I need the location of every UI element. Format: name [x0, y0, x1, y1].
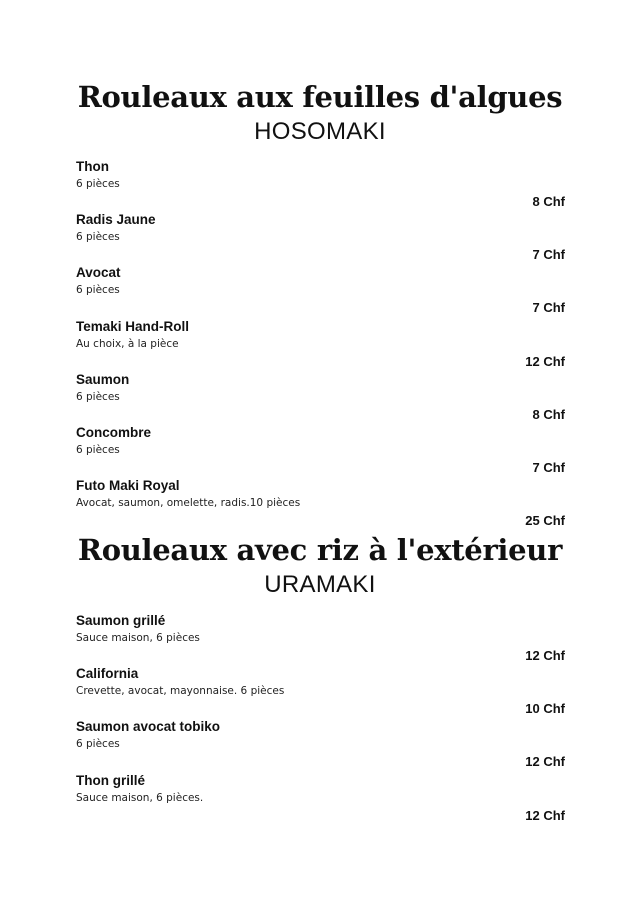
menu-list-hosomaki — [76, 158, 565, 530]
section-subtitle: URAMAKI — [264, 571, 376, 598]
item-price: 7 Chf — [532, 247, 565, 263]
item-price: 8 Chf — [532, 194, 565, 209]
menu-item — [76, 665, 565, 718]
item-description: 6 pièces — [76, 390, 120, 403]
menu-item — [76, 371, 565, 424]
item-price: 12 Chf — [525, 648, 565, 663]
item-description: Au choix, à la pièce — [76, 337, 179, 350]
section-subtitle: HOSOMAKI — [254, 118, 386, 145]
item-name: Concombre — [76, 424, 152, 440]
item-price: 8 Chf — [532, 406, 565, 422]
item-price: 25 Chf — [525, 513, 565, 529]
item-description: 6 pièces — [76, 284, 120, 297]
item-price: 7 Chf — [532, 459, 565, 475]
item-name: Radis Jaune — [76, 212, 156, 228]
item-price: 12 Chf — [525, 353, 565, 369]
item-price: 7 Chf — [532, 300, 565, 316]
item-description: 6 pièces — [76, 443, 120, 456]
menu-item — [76, 158, 565, 211]
item-price: 10 Chf — [525, 701, 565, 717]
item-name: Saumon grillé — [76, 613, 166, 628]
item-description: 6 pièces — [76, 231, 120, 244]
item-price: 12 Chf — [525, 807, 565, 823]
item-name: Thon — [76, 159, 109, 174]
item-description: 6 pièces — [76, 178, 120, 190]
item-description: Sauce maison, 6 pièces. — [76, 791, 204, 804]
menu-item — [76, 424, 565, 477]
item-name: Saumon avocat tobiko — [76, 719, 221, 735]
menu-item — [76, 477, 565, 530]
section-title: Rouleaux avec riz à l'extérieur — [77, 533, 563, 567]
item-name: Thon grillé — [76, 772, 145, 788]
item-description: Sauce maison, 6 pièces — [76, 632, 200, 644]
menu-item — [76, 264, 565, 317]
item-name: Saumon — [76, 371, 130, 387]
item-name: Avocat — [76, 265, 121, 281]
item-name: Futo Maki Royal — [76, 478, 180, 494]
section-title: Rouleaux aux feuilles d'algues — [77, 80, 563, 114]
section-uramaki — [0, 533, 640, 599]
section-hosomaki — [0, 80, 640, 146]
item-description: 6 pièces — [76, 738, 120, 751]
menu-item — [76, 612, 565, 665]
item-name: Temaki Hand-Roll — [76, 318, 190, 334]
menu-item — [76, 772, 565, 825]
item-price: 12 Chf — [525, 754, 565, 770]
menu-list-uramaki — [76, 612, 565, 825]
item-description: Crevette, avocat, mayonnaise. 6 pièces — [76, 685, 285, 698]
menu-item — [76, 318, 565, 371]
menu-item — [76, 211, 565, 264]
menu-item — [76, 718, 565, 771]
item-description: Avocat, saumon, omelette, radis.10 pièces — [76, 497, 301, 510]
item-name: California — [76, 666, 139, 682]
